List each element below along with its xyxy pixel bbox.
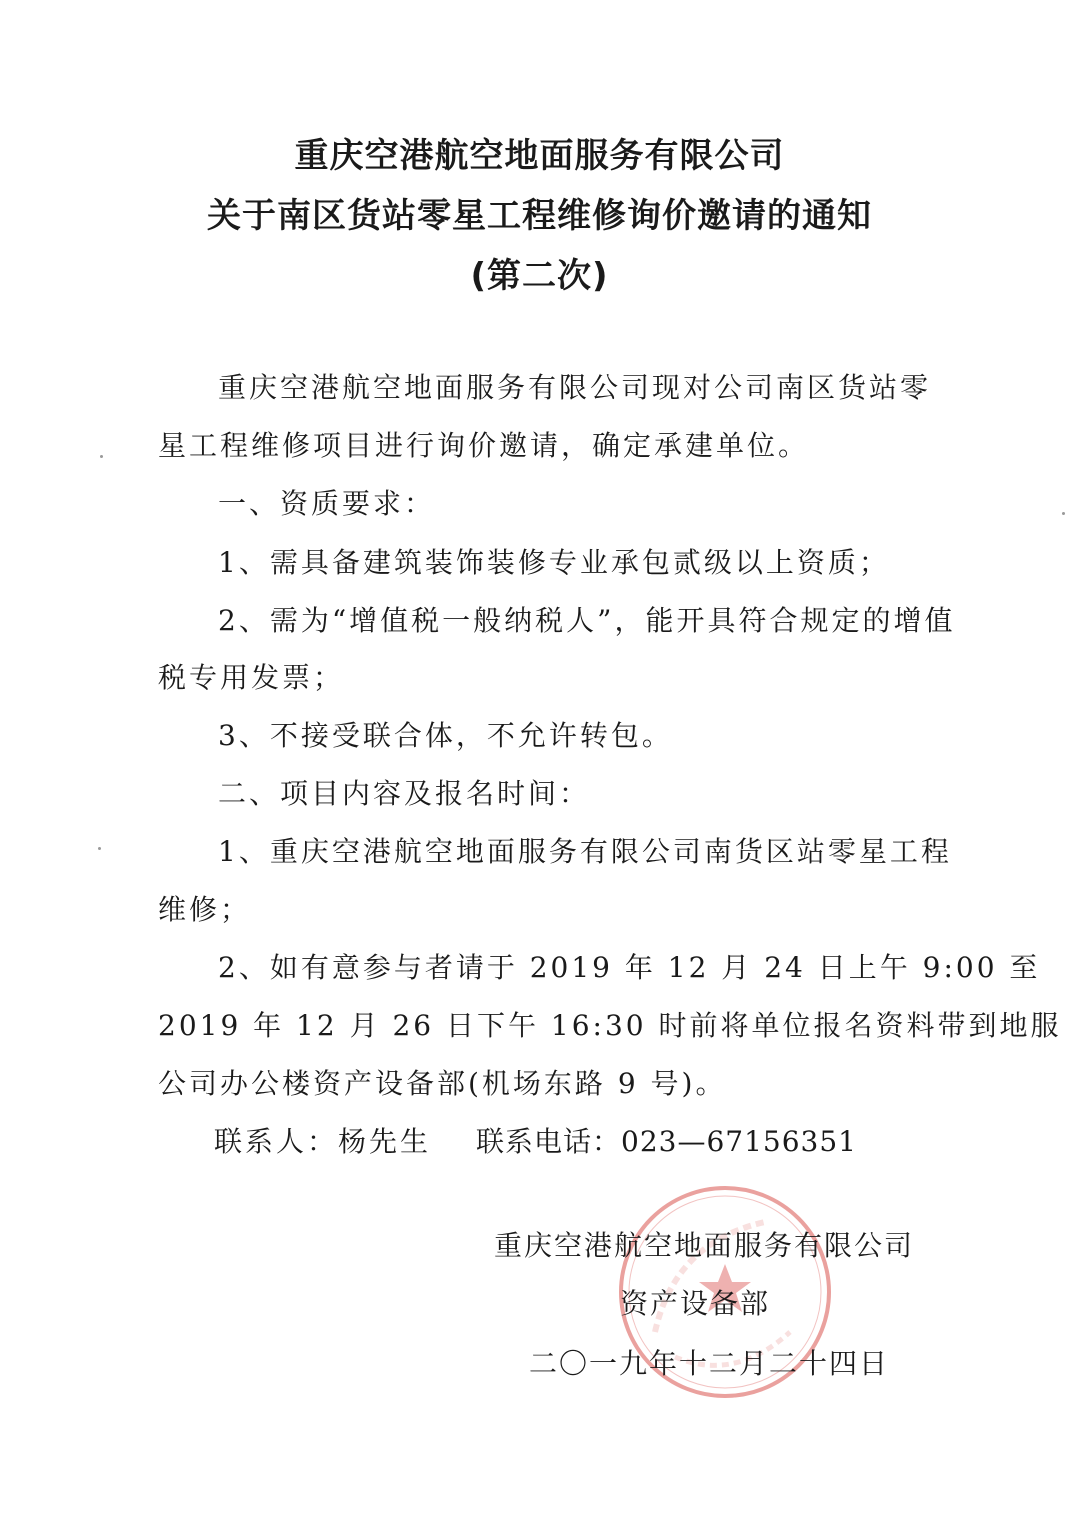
project-item-1-line-1: 1、重庆空港航空地面服务有限公司南货区站零星工程: [218, 835, 952, 868]
title-line-round: (第二次): [470, 256, 609, 296]
project-item-2-line-1: 2、如有意参与者请于 2019 年 12 月 24 日上午 9:00 至: [218, 951, 1041, 984]
requirement-3: 3、不接受联合体，不允许转包。: [218, 719, 673, 752]
contact-person: 联系人：杨先生: [214, 1125, 432, 1158]
project-item-2-line-3: 公司办公楼资产设备部(机场东路 9 号)。: [158, 1067, 727, 1100]
project-item-2-line-2: 2019 年 12 月 26 日下午 16:30 时前将单位报名资料带到地服: [158, 1009, 1062, 1042]
requirement-1: 1、需具备建筑装饰装修专业承包贰级以上资质；: [218, 546, 890, 579]
requirement-2-line-1: 2、需为“增值税一般纳税人”，能开具符合规定的增值: [218, 604, 956, 637]
signature-department: 资产设备部: [619, 1287, 770, 1320]
requirement-2-line-2: 税专用发票；: [158, 661, 345, 694]
section-heading-qualification: 一、资质要求：: [218, 487, 436, 520]
signature-date: 二〇一九年十二月二十四日: [528, 1347, 889, 1380]
scan-speck: [100, 455, 103, 458]
scan-speck: [1062, 512, 1065, 515]
contact-phone: 联系电话：023—67156351: [476, 1125, 857, 1158]
intro-paragraph-line-1: 重庆空港航空地面服务有限公司现对公司南区货站零: [218, 371, 932, 404]
section-heading-project: 二、项目内容及报名时间：: [218, 777, 591, 810]
project-item-1-line-2: 维修；: [158, 893, 252, 926]
intro-paragraph-line-2: 星工程维修项目进行询价邀请，确定承建单位。: [158, 429, 810, 462]
title-line-company: 重庆空港航空地面服务有限公司: [294, 136, 785, 176]
scan-speck: [98, 847, 101, 850]
signature-company: 重庆空港航空地面服务有限公司: [493, 1229, 914, 1262]
title-line-subject: 关于南区货站零星工程维修询价邀请的通知: [207, 196, 872, 236]
